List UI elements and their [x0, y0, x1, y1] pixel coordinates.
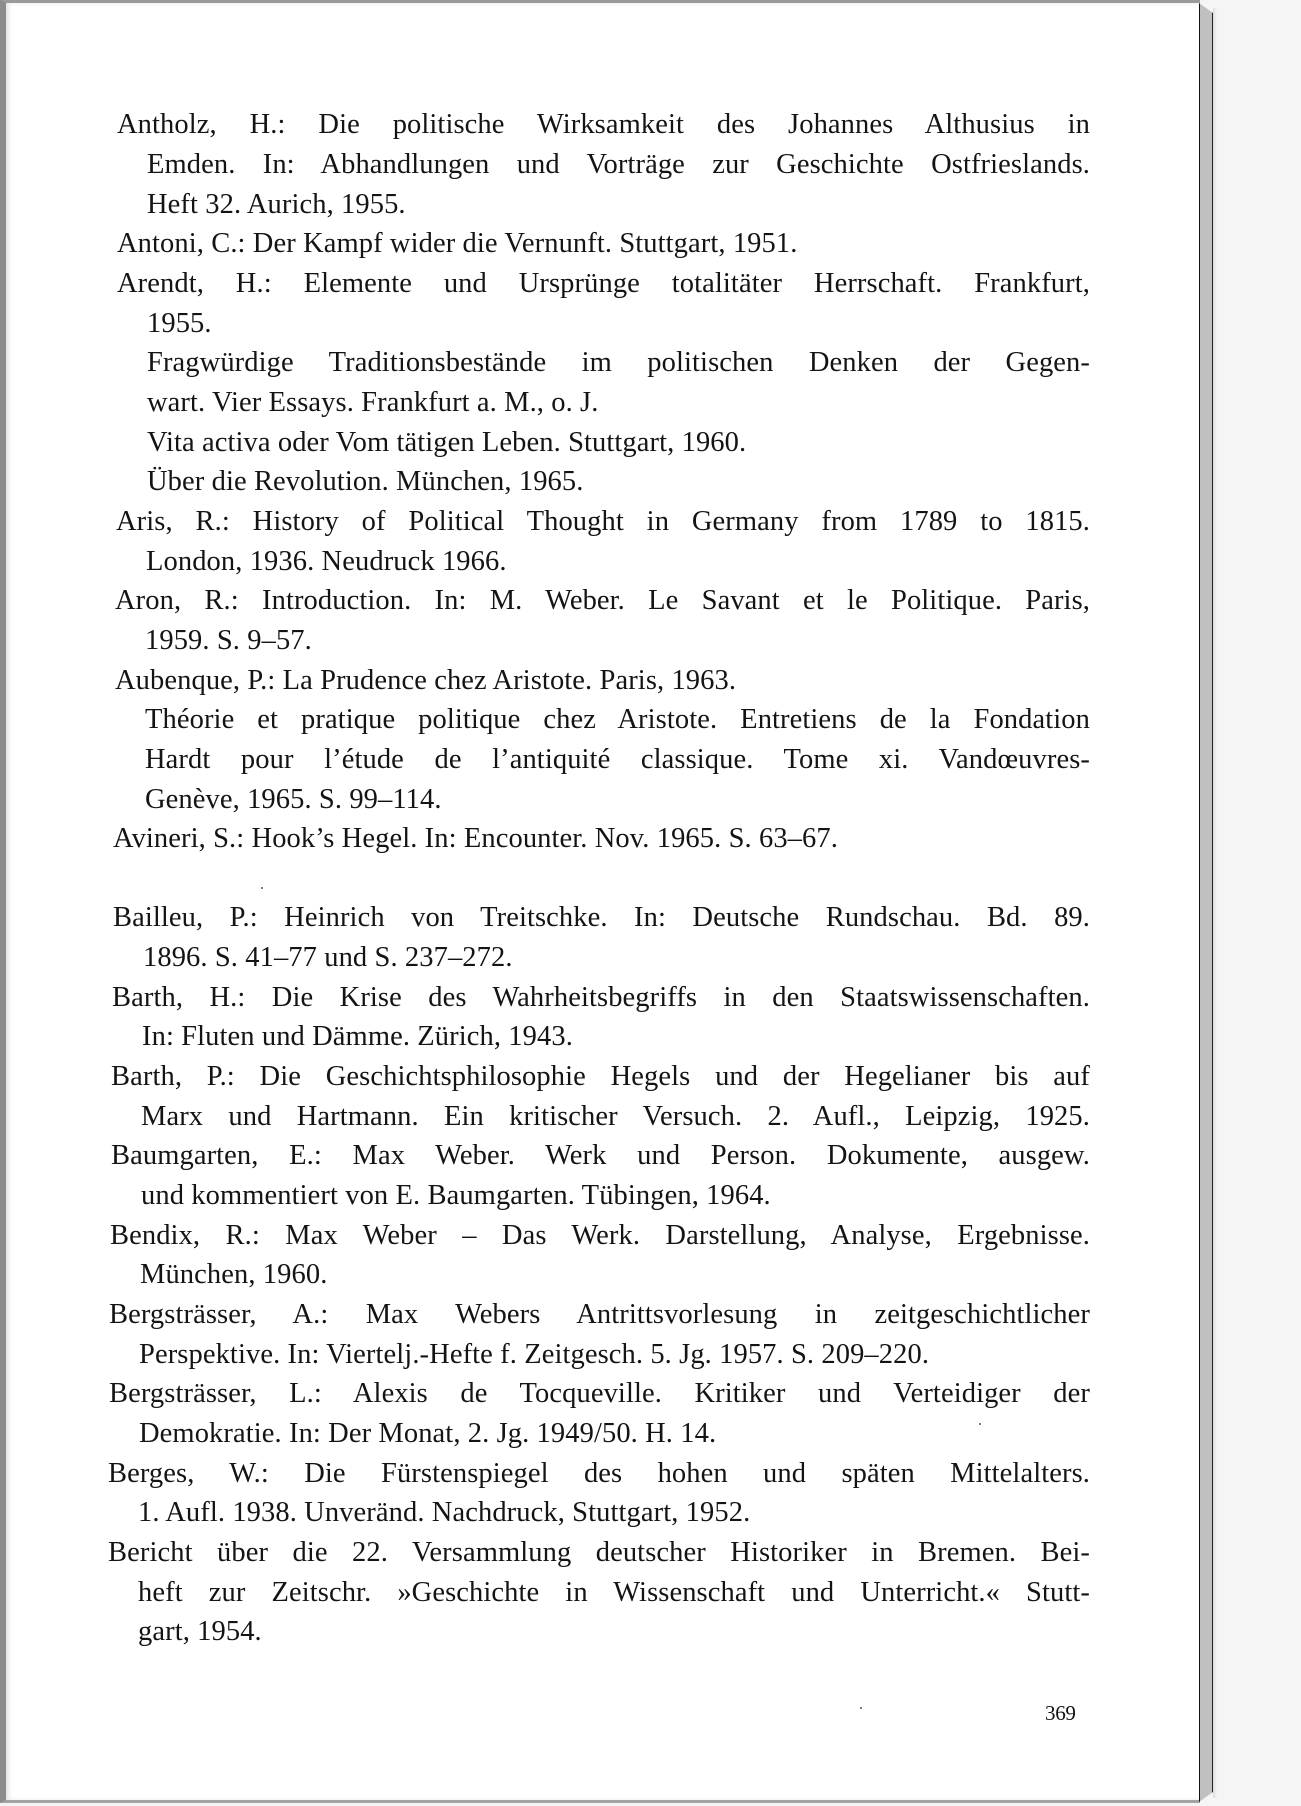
entry-line: London, 1936. Neudruck 1966. [146, 546, 507, 577]
entry-line: Marx und Hartmann. Ein kritischer Versuch. 2. Aufl., Leipzig, 1925. [141, 1101, 1090, 1132]
page-edge-shadow [1213, 8, 1217, 1798]
entry-line: Avineri, S.: Hook’s Hegel. In: Encounter. Nov. 1965. S. 63–67. [113, 823, 838, 854]
entry-line: Barth, H.: Die Krise des Wahrheitsbegriffs in den Staatswissenschaften. [112, 982, 1090, 1013]
entry-line: Berges, W.: Die Fürstenspiegel des hohen und späten Mittelalters. [108, 1458, 1090, 1489]
entry-line: Über die Revolution. München, 1965. [147, 466, 584, 497]
entry-line: und kommentiert von E. Baumgarten. Tübingen, 1964. [141, 1180, 771, 1211]
entry-line: Fragwürdige Traditionsbestände im politischen Denken der Gegen- [147, 347, 1090, 378]
entry-line: Théorie et pratique politique chez Aristote. Entretiens de la Fondation [145, 704, 1090, 735]
entry-line: 1959. S. 9–57. [145, 625, 312, 656]
entry-line: Genève, 1965. S. 99–114. [145, 784, 442, 815]
entry-line: Aron, R.: Introduction. In: M. Weber. Le Savant et le Politique. Paris, [115, 585, 1090, 616]
entry-line: heft zur Zeitschr. »Geschichte in Wissenschaft und Unterricht.« Stutt- [138, 1577, 1090, 1608]
entry-line: 1896. S. 41–77 und S. 237–272. [143, 942, 513, 973]
entry-line: Heft 32. Aurich, 1955. [147, 189, 406, 220]
entry-line: Bericht über die 22. Versammlung deutscher Historiker in Bremen. Bei- [108, 1537, 1090, 1568]
entry-line: Bergsträsser, A.: Max Webers Antrittsvorlesung in zeitgeschichtlicher [109, 1299, 1090, 1330]
entry-line: Vita activa oder Vom tätigen Leben. Stuttgart, 1960. [147, 427, 747, 458]
entry-line: Antholz, H.: Die politische Wirksamkeit des Johannes Althusius in [117, 109, 1090, 140]
entry-line: Bailleu, P.: Heinrich von Treitschke. In: Deutsche Rundschau. Bd. 89. [113, 902, 1090, 933]
entry-line: Aris, R.: History of Political Thought in Germany from 1789 to 1815. [116, 506, 1090, 537]
entry-line: München, 1960. [140, 1259, 328, 1290]
entry-line: Baumgarten, E.: Max Weber. Werk und Person. Dokumente, ausgew. [111, 1140, 1090, 1171]
page-edge-spine [1199, 3, 1213, 1802]
entry-line: wart. Vier Essays. Frankfurt a. M., o. J. [147, 387, 599, 418]
entry-line: 1. Aufl. 1938. Unveränd. Nachdruck, Stuttgart, 1952. [138, 1497, 751, 1528]
entry-line: Antoni, C.: Der Kampf wider die Vernunft. Stuttgart, 1951. [117, 228, 798, 259]
scan-speck [979, 1423, 981, 1425]
entry-line: Demokratie. In: Der Monat, 2. Jg. 1949/50. H. 14. [139, 1418, 717, 1449]
entry-line: Emden. In: Abhandlungen und Vorträge zur Geschichte Ostfrieslands. [147, 149, 1090, 180]
entry-line: Bergsträsser, L.: Alexis de Tocqueville. Kritiker und Verteidiger der [109, 1378, 1090, 1409]
entry-line: Hardt pour l’étude de l’antiquité classique. Tome xi. Vandœuvres- [145, 744, 1090, 775]
entry-line: Barth, P.: Die Geschichtsphilosophie Hegels und der Hegelianer bis auf [111, 1061, 1090, 1092]
entry-line: In: Fluten und Dämme. Zürich, 1943. [142, 1021, 573, 1052]
entry-line: Arendt, H.: Elemente und Ursprünge totalitäter Herrschaft. Frankfurt, [117, 268, 1090, 299]
entry-line: Perspektive. In: Viertelj.-Hefte f. Zeitgesch. 5. Jg. 1957. S. 209–220. [139, 1339, 930, 1370]
scan-speck [261, 887, 263, 889]
entry-line: Bendix, R.: Max Weber – Das Werk. Darstellung, Analyse, Ergebnisse. [110, 1220, 1090, 1251]
entry-line: 1955. [147, 308, 212, 339]
entry-line: gart, 1954. [138, 1616, 262, 1647]
entry-line: Aubenque, P.: La Prudence chez Aristote. Paris, 1963. [115, 665, 737, 696]
page-number: 369 [1045, 1701, 1076, 1725]
scan-speck [860, 1707, 862, 1709]
